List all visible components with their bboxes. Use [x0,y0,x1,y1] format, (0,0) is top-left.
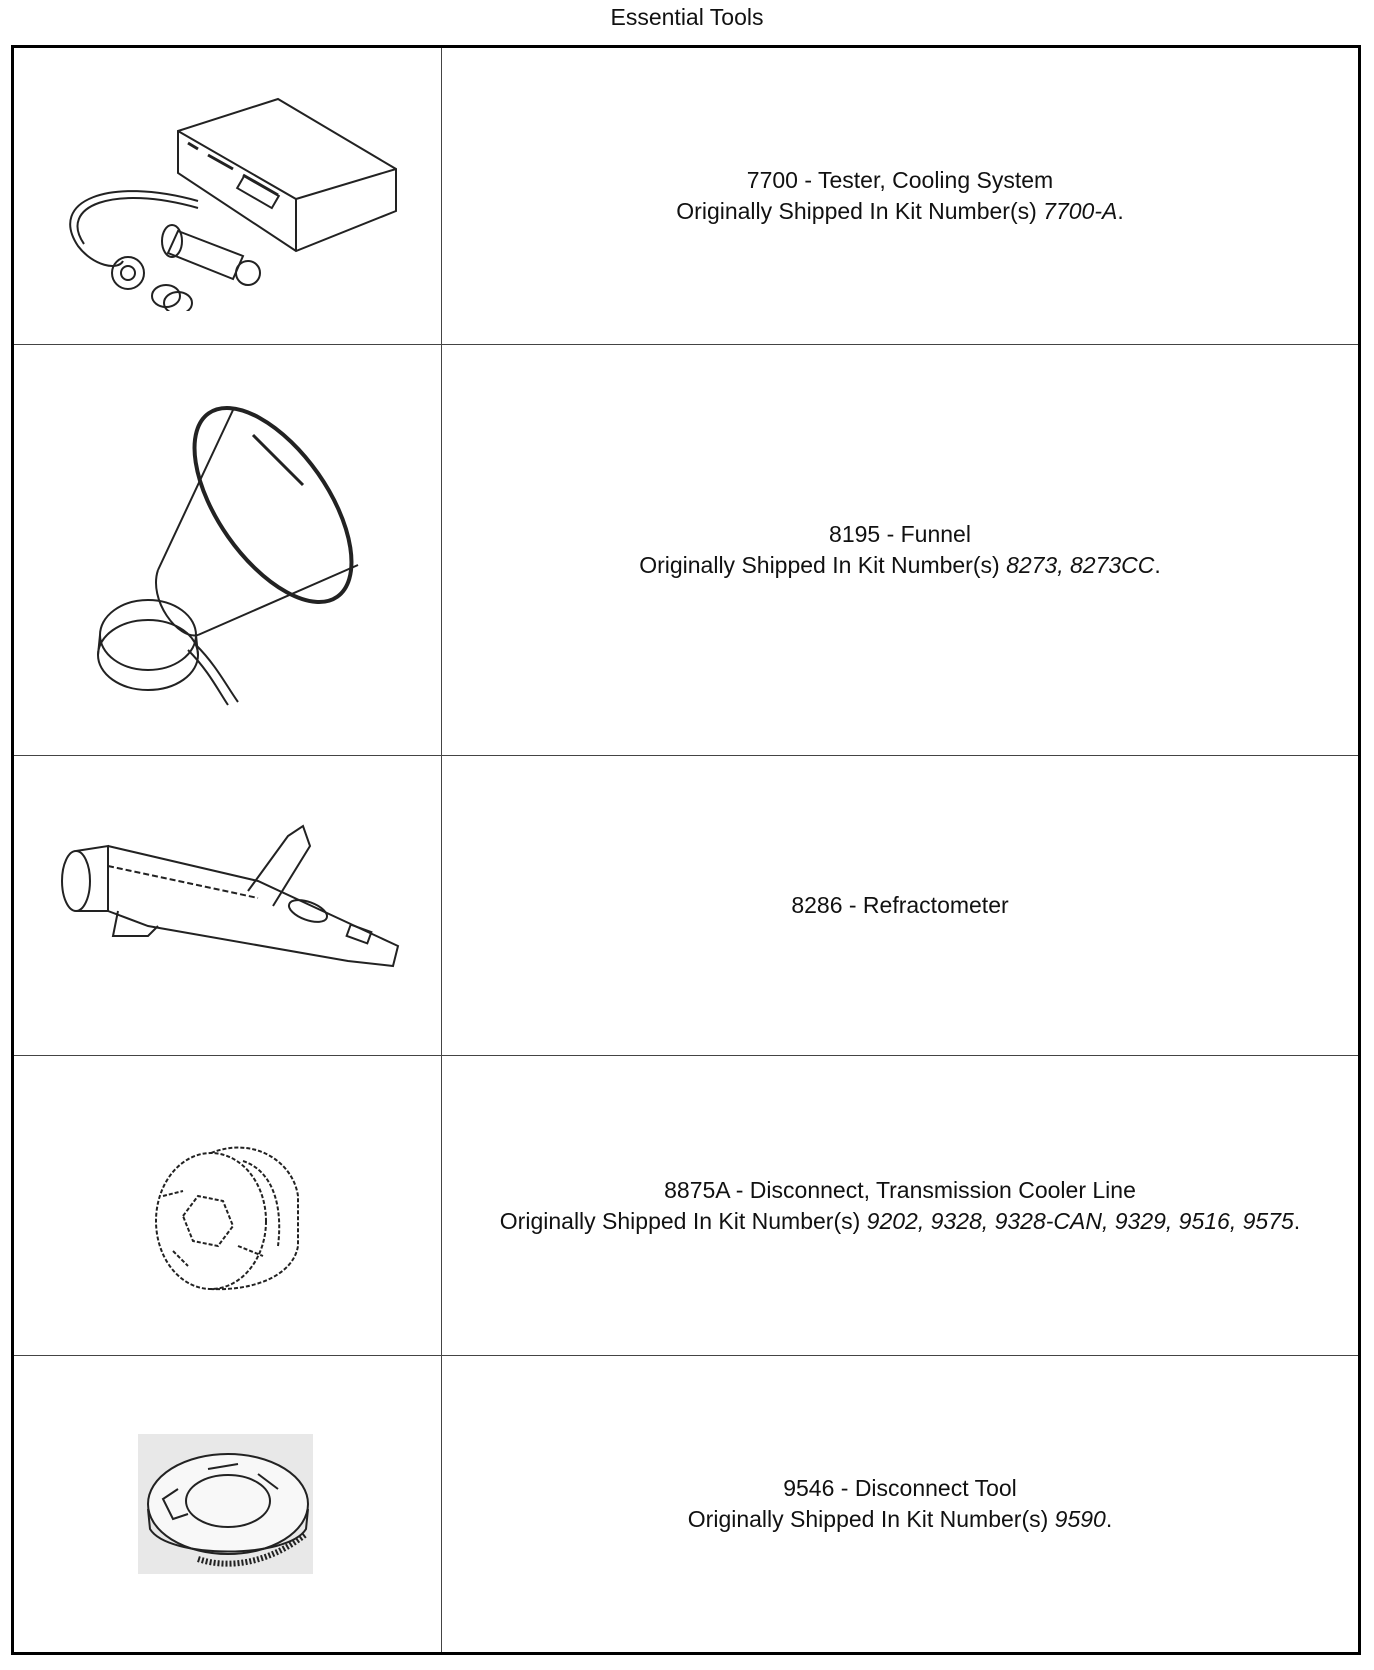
kit-numbers: 8273, 8273CC [1006,552,1155,578]
tool-image-cell [14,1356,442,1652]
tool-image-cell [14,345,442,755]
tools-table [11,45,1361,1655]
tool-description-cell [442,1356,1358,1652]
funnel-icon [68,390,388,710]
page-title: Essential Tools [610,4,764,30]
tool-image-cell [14,48,442,344]
tool-heading: 8875A - Disconnect, Transmission Cooler Line [664,1176,1136,1203]
tool-heading: 8195 - Funnel [829,521,971,547]
table-row [14,48,1358,345]
kit-numbers: 9202, 9328, 9328-CAN, 9329, 9516, 9575 [866,1207,1294,1234]
kit-prefix: Originally Shipped In Kit Number(s) [639,552,1000,578]
tool-description-cell [442,756,1358,1055]
tool-image-cell [14,1056,442,1355]
tool-description-cell [442,48,1358,344]
tool-heading: 9546 - Disconnect Tool [783,1475,1017,1501]
cooling-system-tester-icon [48,81,408,311]
tool-heading: 7700 - Tester, Cooling System [746,167,1054,193]
kit-numbers: 7700-A [1043,198,1118,224]
kit-prefix: Originally Shipped In Kit Number(s) [676,198,1037,224]
kit-prefix: Originally Shipped In Kit Number(s) [499,1207,861,1234]
kit-line: Originally Shipped In Kit Number(s) 9202, 9328, 9328-CAN, 9329, 9516, 9575. [499,1207,1301,1234]
tool-image-cell [14,756,442,1055]
table-row [14,1056,1358,1356]
table-row [14,756,1358,1056]
kit-prefix: Originally Shipped In Kit Number(s) [687,1506,1049,1532]
tool-heading: 8286 - Refractometer [791,892,1009,918]
tool-description-cell [442,1056,1358,1355]
disconnect-tool-icon [138,1429,318,1579]
table-row [14,345,1358,756]
kit-line: Originally Shipped In Kit Number(s) 8273, 8273CC. [639,552,1161,578]
cooler-line-disconnect-icon [143,1116,313,1296]
table-row [14,1356,1358,1652]
kit-numbers: 9590 [1054,1506,1106,1532]
kit-line: Originally Shipped In Kit Number(s) 9590. [687,1506,1113,1532]
tool-description-cell [442,345,1358,755]
kit-line: Originally Shipped In Kit Number(s) 7700-A. [676,198,1124,224]
refractometer-icon [48,816,408,996]
